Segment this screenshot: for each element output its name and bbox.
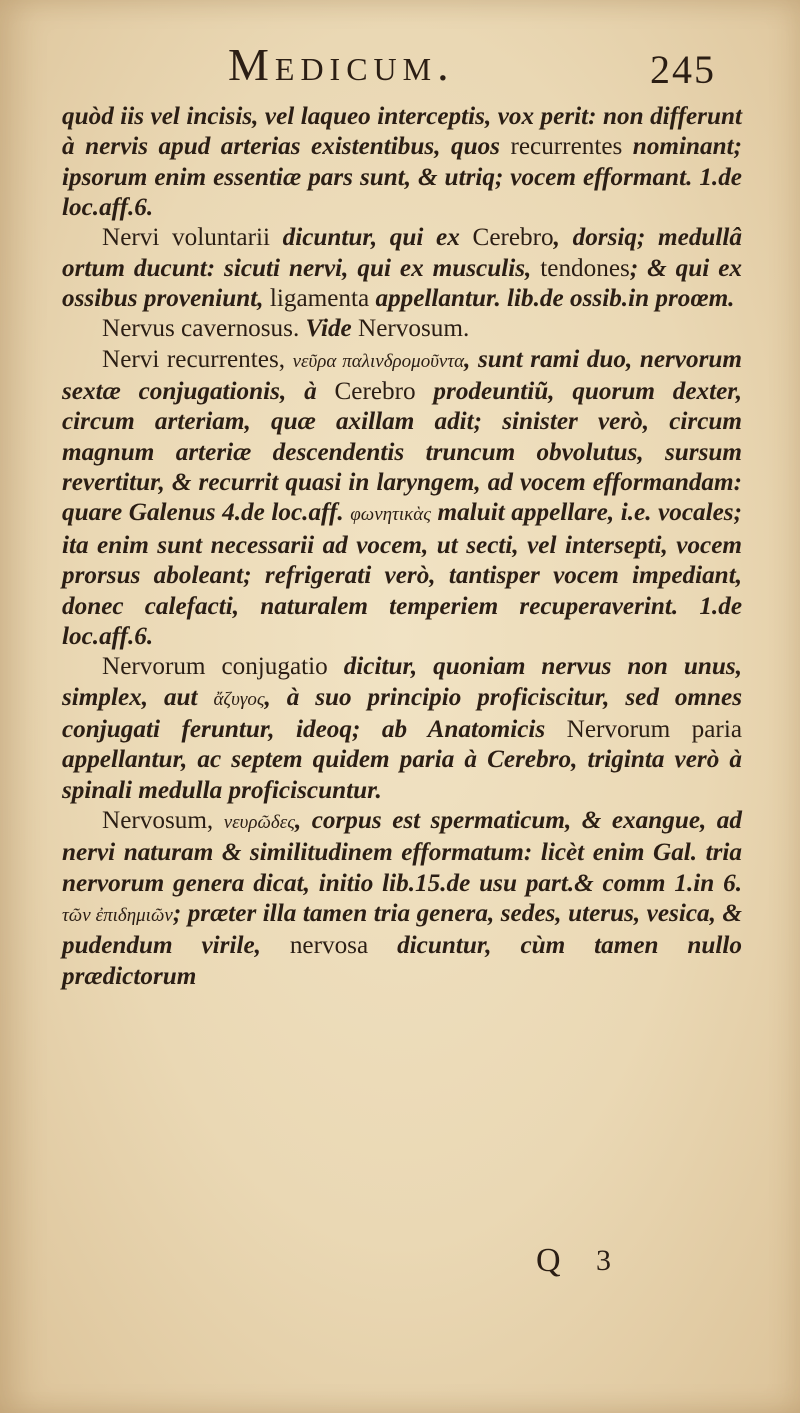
text-span: dicuntur, cùm tamen nullo prædictorum [62,932,743,990]
text-span: appellantur, ac septem quidem paria à Cerebro, triginta verò à spinali medulla proficiscuntur. [62,746,742,804]
text-span: τῶν ἐπιδημιῶν [62,904,173,926]
body-text [62,102,742,992]
text-span: Nervosum. [358,315,470,343]
paragraph-p2 [62,223,742,314]
paragraph-p5 [62,652,742,806]
text-span: ; & qui ex ossibus proveniunt, [62,254,742,313]
text-span: Nervorum conjugatio [102,653,344,681]
text-span: dicuntur, qui ex [282,224,473,252]
text-span: prodeuntiũ, quorum dexter, circum arteriam, quæ axillam adit; sinister verò, circum magnum arteriæ descendentis truncum obvolutus, sursum revertitur, & recurrit quasi in laryngem, ad vocem efformandam: quare Galenus 4.de loc.aff. [62,378,742,527]
text-span: Nervosum, [102,806,224,834]
text-span: , sunt rami duo, nervorum sextæ conjugationis, à [62,345,742,406]
page-number: 245 [650,47,716,92]
text-span: φωνητικὰς [350,504,431,526]
paragraph-p1 [62,102,742,223]
text-span: , à suo principio proficiscitur, sed omnes conjugati feruntur, ideoq; ab Anatomicis [62,683,742,743]
text-span: Vide [305,315,359,343]
text-span: Nervi recurrentes, [102,345,293,373]
text-span: nominant; ipsorum enim essentiæ pars sunt, & utriq; vocem efformant. 1.de loc.aff.6. [62,133,742,222]
text-span: , dorsiq; medullâ ortum ducunt: sicuti nervi, qui ex musculis, [62,224,743,282]
signature-number: 3 [596,1244,611,1277]
paragraph-p3 [62,314,742,344]
text-span: Cerebro [472,224,554,252]
text-span: tendones [540,254,630,282]
text-span: Nervus cavernosus. [102,315,306,343]
text-span: nervosa [289,932,369,960]
text-span: νεῦρα παλινδρομοῦντα [292,350,465,372]
text-span: ἄζυγος [213,688,265,710]
text-span: Nervi voluntarii [102,224,283,252]
running-title: Medicum. [228,39,455,90]
text-span: ; præter illa tamen tria genera, sedes, uterus, vesica, & pudendum virile, [62,899,742,960]
text-span: appellantur. lib.de ossib.in proœm. [369,285,735,313]
page-footer [0,1242,800,1282]
text-span: , corpus est spermaticum, & exangue, ad nervi naturam & similitudinem efformatum: licèt enim Gal. tria nervorum genera dicat, initio lib.15.de usu part.& comm 1.in 6. [62,806,742,897]
text-span: quòd iis vel incisis, vel laqueo interceptis, vox perit: non differunt à nervis apud arterias existentibus, quos [62,103,742,161]
text-span: recurrentes [510,133,623,161]
text-span: Cerebro [334,378,416,406]
text-span: Nervorum paria [566,715,742,743]
text-span: ligamenta [269,285,370,313]
text-span: νευρῶδες [223,811,295,833]
paragraph-p4 [62,345,742,652]
page-header [0,38,800,98]
paragraph-p6 [62,806,742,992]
signature-mark: Q [536,1242,561,1279]
text-span: dicitur, quoniam nervus non unus, simplex, aut [62,653,742,711]
text-span: maluit appellare, i.e. vocales; ita enim sunt necessarii ad vocem, ut secti, vel intersepti, vocem prorsus aboleant; refrigerati verò, tantisper vocem impediant, donec calefacti, naturalem temperiem recuperaverint. 1.de loc.aff.6. [62,499,742,650]
